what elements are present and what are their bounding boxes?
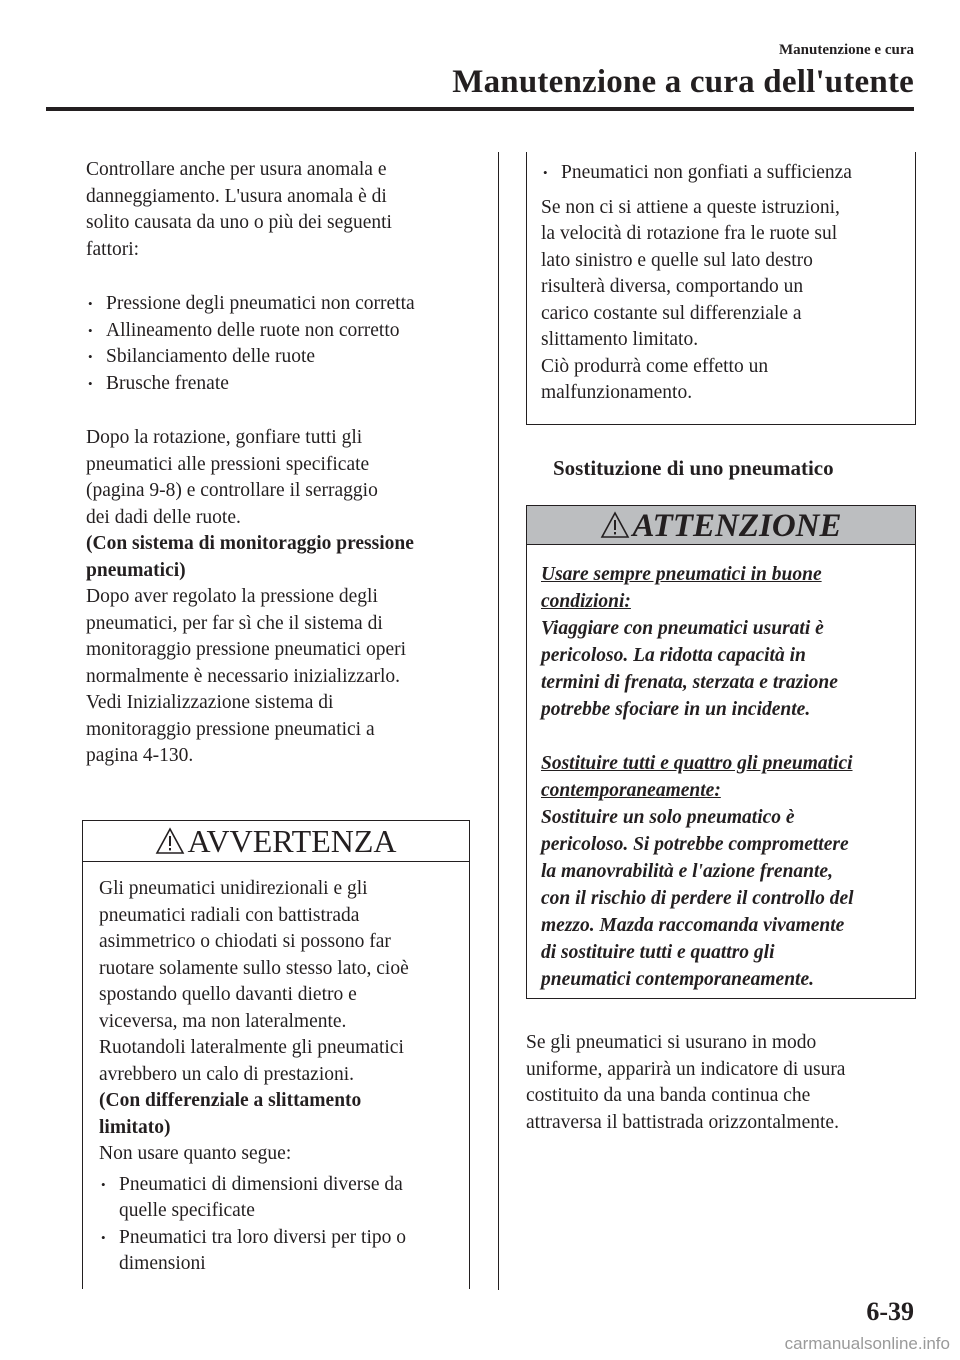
warning-continuation-box [526,152,916,425]
tpms-line: monitoraggio pressione pneumatici a [86,718,375,740]
caution-line: la manovrabilità e l'azione frenante, [541,861,833,882]
rotation-line: Dopo la rotazione, gonfiare tutti gli [86,427,363,448]
caution-line: pericoloso. Si potrebbe compromettere [541,834,849,855]
caution-line: potrebbe sfociare in un incidente. [541,699,811,720]
continuation-line: lato sinistro e quelle sul lato destro [541,249,813,271]
tpms-line: Dopo aver regolato la pressione degli [86,586,378,607]
caution-heading: Usare sempre pneumatici in buone [541,564,822,585]
lsd-heading: (Con differenziale a slittamento [99,1090,362,1111]
body-line: uniforme, apparirà un indicatore di usura [526,1058,846,1080]
warning-body [83,862,469,1278]
column-divider [498,152,499,1290]
warning-line: spostando quello davanti dietro e [99,984,357,1005]
lsd-heading: limitato) [99,1116,171,1138]
caution-line: Sostituire un solo pneumatico è [541,807,795,828]
continuation-line: malfunzionamento. [541,382,693,403]
list-item-line: quelle specificate [119,1200,255,1221]
tpms-heading: (Con sistema di monitoraggio pressione [86,533,414,554]
continuation-line: slittamento limitato. [541,329,699,350]
continuation-line: la velocità di rotazione fra le ruote sul [541,223,838,244]
left-column [86,157,476,770]
warning-line: pneumatici radiali con battistrada [99,904,360,926]
caution-line: di sostituire tutti e quattro gli [541,942,775,963]
header-rule [46,107,914,111]
list-item: • Pneumatici non gonfiati a sufficienza [541,160,901,187]
causes-list [86,291,476,397]
caution-line: mezzo. Mazda raccomanda vivamente [541,915,845,936]
caution-line: con il rischio di perdere il controllo del [541,888,854,909]
caution-line: pericoloso. La ridotta capacità in [541,645,806,666]
caution-line: Viaggiare con pneumatici usurati è [541,618,824,639]
caution-line: termini di frenata, sterzata e trazione [541,672,838,693]
intro-line: solito causata da uno o più dei seguenti [86,212,392,233]
list-item-line: Pneumatici tra loro diversi per tipo o [119,1226,407,1248]
tpms-line: pneumatici, per far sì che il sistema di [86,612,383,634]
list-item-line: Pneumatici di dimensioni diverse da [119,1173,403,1195]
list-item: • Brusche frenate [86,371,476,398]
list-item: • Allineamento delle ruote non corretto [86,318,476,345]
body-line: Se gli pneumatici si usurano in modo [526,1032,817,1053]
continuation-line: risulterà diversa, comportando un [541,276,804,297]
section-label: Manutenzione e cura [779,42,914,58]
list-item: • Sbilanciamento delle ruote [86,344,476,371]
warning-box [82,820,470,1289]
watermark: carmanualsonline.info [784,1334,950,1353]
caution-heading: contemporaneamente: [541,780,721,801]
warning-line: viceversa, ma non lateralmente. [99,1010,347,1032]
tpms-line: pagina 4-130. [86,745,194,766]
continuation-line: Se non ci si attiene a queste istruzioni, [541,196,840,218]
warning-line: Ruotandoli lateralmente gli pneumatici [99,1037,404,1058]
body-line: costituito da una banda continua che [526,1085,811,1106]
continuation-line: carico costante sul differenziale a [541,302,802,324]
warning-line: avrebbero un calo di prestazioni. [99,1063,355,1085]
tpms-line: monitoraggio pressione pneumatici operi [86,639,407,660]
section-subheading: Sostituzione di uno pneumatico [553,456,834,480]
caution-header [527,506,915,545]
list-item: • Pressione degli pneumatici non corretta [86,291,476,318]
tpms-line: Vedi Inizializzazione sistema di [86,692,334,713]
intro-line: Controllare anche per usura anomala e [86,159,387,180]
caution-line: pneumatici contemporaneamente. [541,969,814,990]
tpms-line: normalmente è necessario inizializzarlo. [86,665,401,687]
lsd-list [99,1172,453,1278]
caution-heading: condizioni: [541,591,631,612]
intro-line: fattori: [86,238,140,260]
page-title: Manutenzione a cura dell'utente [452,64,914,100]
warning-line: Gli pneumatici unidirezionali e gli [99,878,368,899]
warning-triangle-icon [600,511,630,539]
warning-title: AVVERTENZA [187,823,397,859]
warning-triangle-icon [155,827,185,855]
caution-heading: Sostituire tutti e quattro gli pneumatici [541,753,853,774]
list-item-line: dimensioni [119,1253,206,1274]
rotation-line: dei dadi delle ruote. [86,506,241,528]
lsd-list-continued [541,160,901,187]
warning-line: ruotare solamente sullo stesso lato, cioè [99,957,409,979]
caution-box [526,505,916,999]
caution-body [527,545,915,993]
body-line: attraversa il battistrada orizzontalmente. [526,1111,839,1133]
continuation-line: Ciò produrrà come effetto un [541,355,769,377]
warning-header [83,821,469,862]
page-number: 6-39 [866,1297,914,1326]
rotation-line: (pagina 9-8) e controllare il serraggio [86,480,378,501]
lsd-intro: Non usare quanto segue: [99,1143,292,1164]
warning-line: asimmetrico o chiodati si possono far [99,931,391,952]
wear-indicator-text [526,1030,916,1136]
tpms-heading: pneumatici) [86,559,186,581]
intro-line: danneggiamento. L'usura anomala è di [86,185,387,207]
list-item [99,1225,453,1278]
caution-title: ATTENZIONE [632,508,842,544]
rotation-line: pneumatici alle pressioni specificate [86,453,370,475]
list-item [99,1172,453,1225]
